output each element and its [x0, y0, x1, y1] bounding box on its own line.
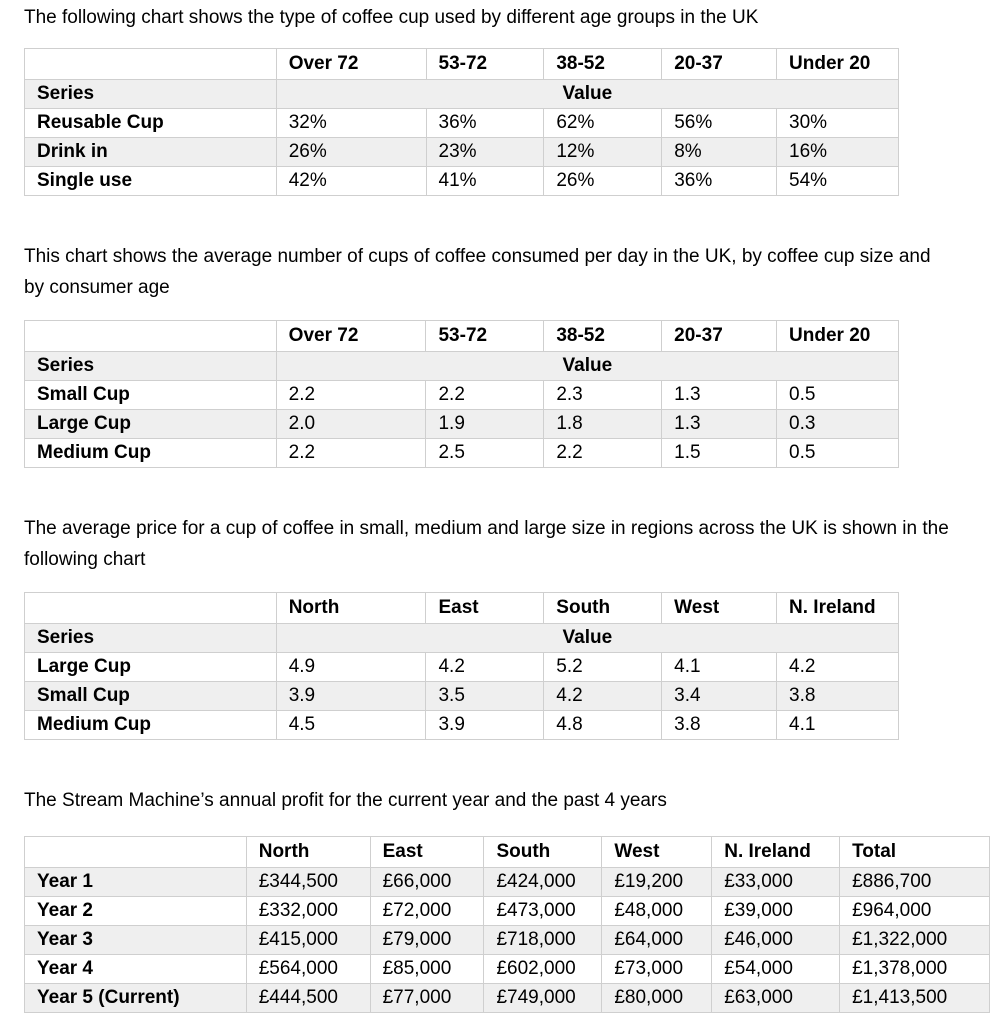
table-row: [25, 926, 990, 955]
series-row: [25, 80, 899, 109]
corner-cell: [25, 837, 247, 868]
section3-intro: The average price for a cup of coffee in small, medium and large size in regions across the UK is shown in the following chart: [24, 518, 949, 570]
table-cell: £79,000: [370, 926, 484, 955]
column-header: 20-37: [662, 49, 777, 80]
table-cell: 1.3: [662, 410, 777, 439]
column-header: N. Ireland: [777, 593, 899, 624]
row-label: Large Cup: [25, 653, 277, 682]
row-label: Reusable Cup: [25, 109, 277, 138]
table-cell: 2.2: [276, 439, 426, 468]
table-cell: £344,500: [246, 868, 370, 897]
table-cell: £48,000: [602, 897, 712, 926]
table-cell: 5.2: [544, 653, 662, 682]
table-cell: 3.9: [426, 711, 544, 740]
table-cell: £886,700: [840, 868, 990, 897]
table-cell: £63,000: [712, 984, 840, 1013]
series-row: [25, 352, 899, 381]
table-cell: £1,322,000: [840, 926, 990, 955]
table-cell: 0.5: [777, 439, 899, 468]
table-cell: 2.2: [276, 381, 426, 410]
table-cell: 54%: [777, 167, 899, 196]
value-label: Value: [562, 355, 613, 376]
column-header: N. Ireland: [712, 837, 840, 868]
table-cell: £72,000: [370, 897, 484, 926]
annual-profit-table: [24, 836, 990, 1013]
section4-intro: The Stream Machine’s annual profit for the current year and the past 4 years: [24, 790, 667, 811]
table-cell: 3.4: [662, 682, 777, 711]
series-label: Series: [25, 352, 277, 381]
table-row: [25, 868, 990, 897]
regional-price-table: [24, 592, 899, 740]
row-label: Year 2: [25, 897, 247, 926]
column-header: Over 72: [276, 49, 426, 80]
table-cell: £46,000: [712, 926, 840, 955]
table-cell: 8%: [662, 138, 777, 167]
table-cell: 1.8: [544, 410, 662, 439]
table-cell: 1.3: [662, 381, 777, 410]
column-header: North: [246, 837, 370, 868]
column-header: North: [276, 593, 426, 624]
column-header: 20-37: [662, 321, 777, 352]
table-cell: 4.5: [276, 711, 426, 740]
row-label: Medium Cup: [25, 439, 277, 468]
table-cell: 4.2: [777, 653, 899, 682]
column-header: South: [484, 837, 602, 868]
table-header-row: [25, 321, 899, 352]
table-cell: £77,000: [370, 984, 484, 1013]
table-cell: £19,200: [602, 868, 712, 897]
column-header: West: [662, 593, 777, 624]
table-row: [25, 653, 899, 682]
table-cell: 4.9: [276, 653, 426, 682]
table-cell: £54,000: [712, 955, 840, 984]
corner-cell: [25, 321, 277, 352]
column-header: Under 20: [777, 321, 899, 352]
value-label: Value: [562, 83, 613, 104]
column-header: 53-72: [426, 321, 544, 352]
section2-intro: This chart shows the average number of cups of coffee consumed per day in the UK, by coffee cup size and by consumer age: [24, 246, 931, 298]
table-cell: 3.8: [777, 682, 899, 711]
value-label: Value: [562, 627, 613, 648]
column-header: 38-52: [544, 321, 662, 352]
table-cell: 41%: [426, 167, 544, 196]
row-label: Medium Cup: [25, 711, 277, 740]
corner-cell: [25, 593, 277, 624]
table-cell: 56%: [662, 109, 777, 138]
table-cell: 4.2: [544, 682, 662, 711]
row-label: Year 3: [25, 926, 247, 955]
table-cell: 4.2: [426, 653, 544, 682]
column-header: East: [426, 593, 544, 624]
table-cell: £80,000: [602, 984, 712, 1013]
row-label: Large Cup: [25, 410, 277, 439]
table-row: [25, 138, 899, 167]
table-cell: 2.2: [426, 381, 544, 410]
table-header-row: [25, 49, 899, 80]
series-row: [25, 624, 899, 653]
column-header: Total: [840, 837, 990, 868]
table-cell: 2.2: [544, 439, 662, 468]
table-row: [25, 410, 899, 439]
table-cell: 4.8: [544, 711, 662, 740]
table-cell: 26%: [544, 167, 662, 196]
table-cell: 2.3: [544, 381, 662, 410]
table-cell: 4.1: [777, 711, 899, 740]
table-row: [25, 711, 899, 740]
table-cell: £718,000: [484, 926, 602, 955]
cups-per-day-table: [24, 320, 899, 468]
table-cell: £1,378,000: [840, 955, 990, 984]
table-cell: 36%: [426, 109, 544, 138]
table-cell: £444,500: [246, 984, 370, 1013]
column-header: 53-72: [426, 49, 544, 80]
table-cell: £473,000: [484, 897, 602, 926]
column-header: West: [602, 837, 712, 868]
table-cell: £424,000: [484, 868, 602, 897]
row-label: Single use: [25, 167, 277, 196]
table-cell: 1.9: [426, 410, 544, 439]
table-cell: £39,000: [712, 897, 840, 926]
table-row: [25, 897, 990, 926]
table-cell: 32%: [276, 109, 426, 138]
table-cell: 36%: [662, 167, 777, 196]
table-cell: 2.0: [276, 410, 426, 439]
table-cell: 26%: [276, 138, 426, 167]
column-header: 38-52: [544, 49, 662, 80]
table-header-row: [25, 837, 990, 868]
table-cell: 4.1: [662, 653, 777, 682]
table-row: [25, 109, 899, 138]
column-header: East: [370, 837, 484, 868]
table-cell: 30%: [777, 109, 899, 138]
table-cell: £73,000: [602, 955, 712, 984]
row-label: Year 1: [25, 868, 247, 897]
cup-type-table: [24, 48, 899, 196]
table-cell: 0.3: [777, 410, 899, 439]
table-cell: £332,000: [246, 897, 370, 926]
table-cell: 62%: [544, 109, 662, 138]
table-header-row: [25, 593, 899, 624]
table-row: [25, 439, 899, 468]
table-cell: 23%: [426, 138, 544, 167]
table-row: [25, 381, 899, 410]
table-cell: £33,000: [712, 868, 840, 897]
table-cell: £415,000: [246, 926, 370, 955]
table-cell: £1,413,500: [840, 984, 990, 1013]
row-label: Drink in: [25, 138, 277, 167]
column-header: Under 20: [777, 49, 899, 80]
table-row: [25, 167, 899, 196]
table-cell: 42%: [276, 167, 426, 196]
row-label: Year 4: [25, 955, 247, 984]
table-cell: £564,000: [246, 955, 370, 984]
table-cell: 2.5: [426, 439, 544, 468]
column-header: South: [544, 593, 662, 624]
table-cell: £602,000: [484, 955, 602, 984]
table-row: [25, 682, 899, 711]
table-row: [25, 984, 990, 1013]
row-label: Year 5 (Current): [25, 984, 247, 1013]
table-cell: £749,000: [484, 984, 602, 1013]
table-cell: 3.8: [662, 711, 777, 740]
column-header: Over 72: [276, 321, 426, 352]
row-label: Small Cup: [25, 381, 277, 410]
section1-intro: The following chart shows the type of coffee cup used by different age groups in the UK: [24, 7, 759, 28]
table-cell: £64,000: [602, 926, 712, 955]
table-cell: £66,000: [370, 868, 484, 897]
corner-cell: [25, 49, 277, 80]
table-row: [25, 955, 990, 984]
table-cell: 12%: [544, 138, 662, 167]
table-cell: £85,000: [370, 955, 484, 984]
table-cell: 3.5: [426, 682, 544, 711]
row-label: Small Cup: [25, 682, 277, 711]
table-cell: 0.5: [777, 381, 899, 410]
series-label: Series: [25, 80, 277, 109]
table-cell: 3.9: [276, 682, 426, 711]
table-cell: 1.5: [662, 439, 777, 468]
table-cell: £964,000: [840, 897, 990, 926]
table-cell: 16%: [777, 138, 899, 167]
series-label: Series: [25, 624, 277, 653]
